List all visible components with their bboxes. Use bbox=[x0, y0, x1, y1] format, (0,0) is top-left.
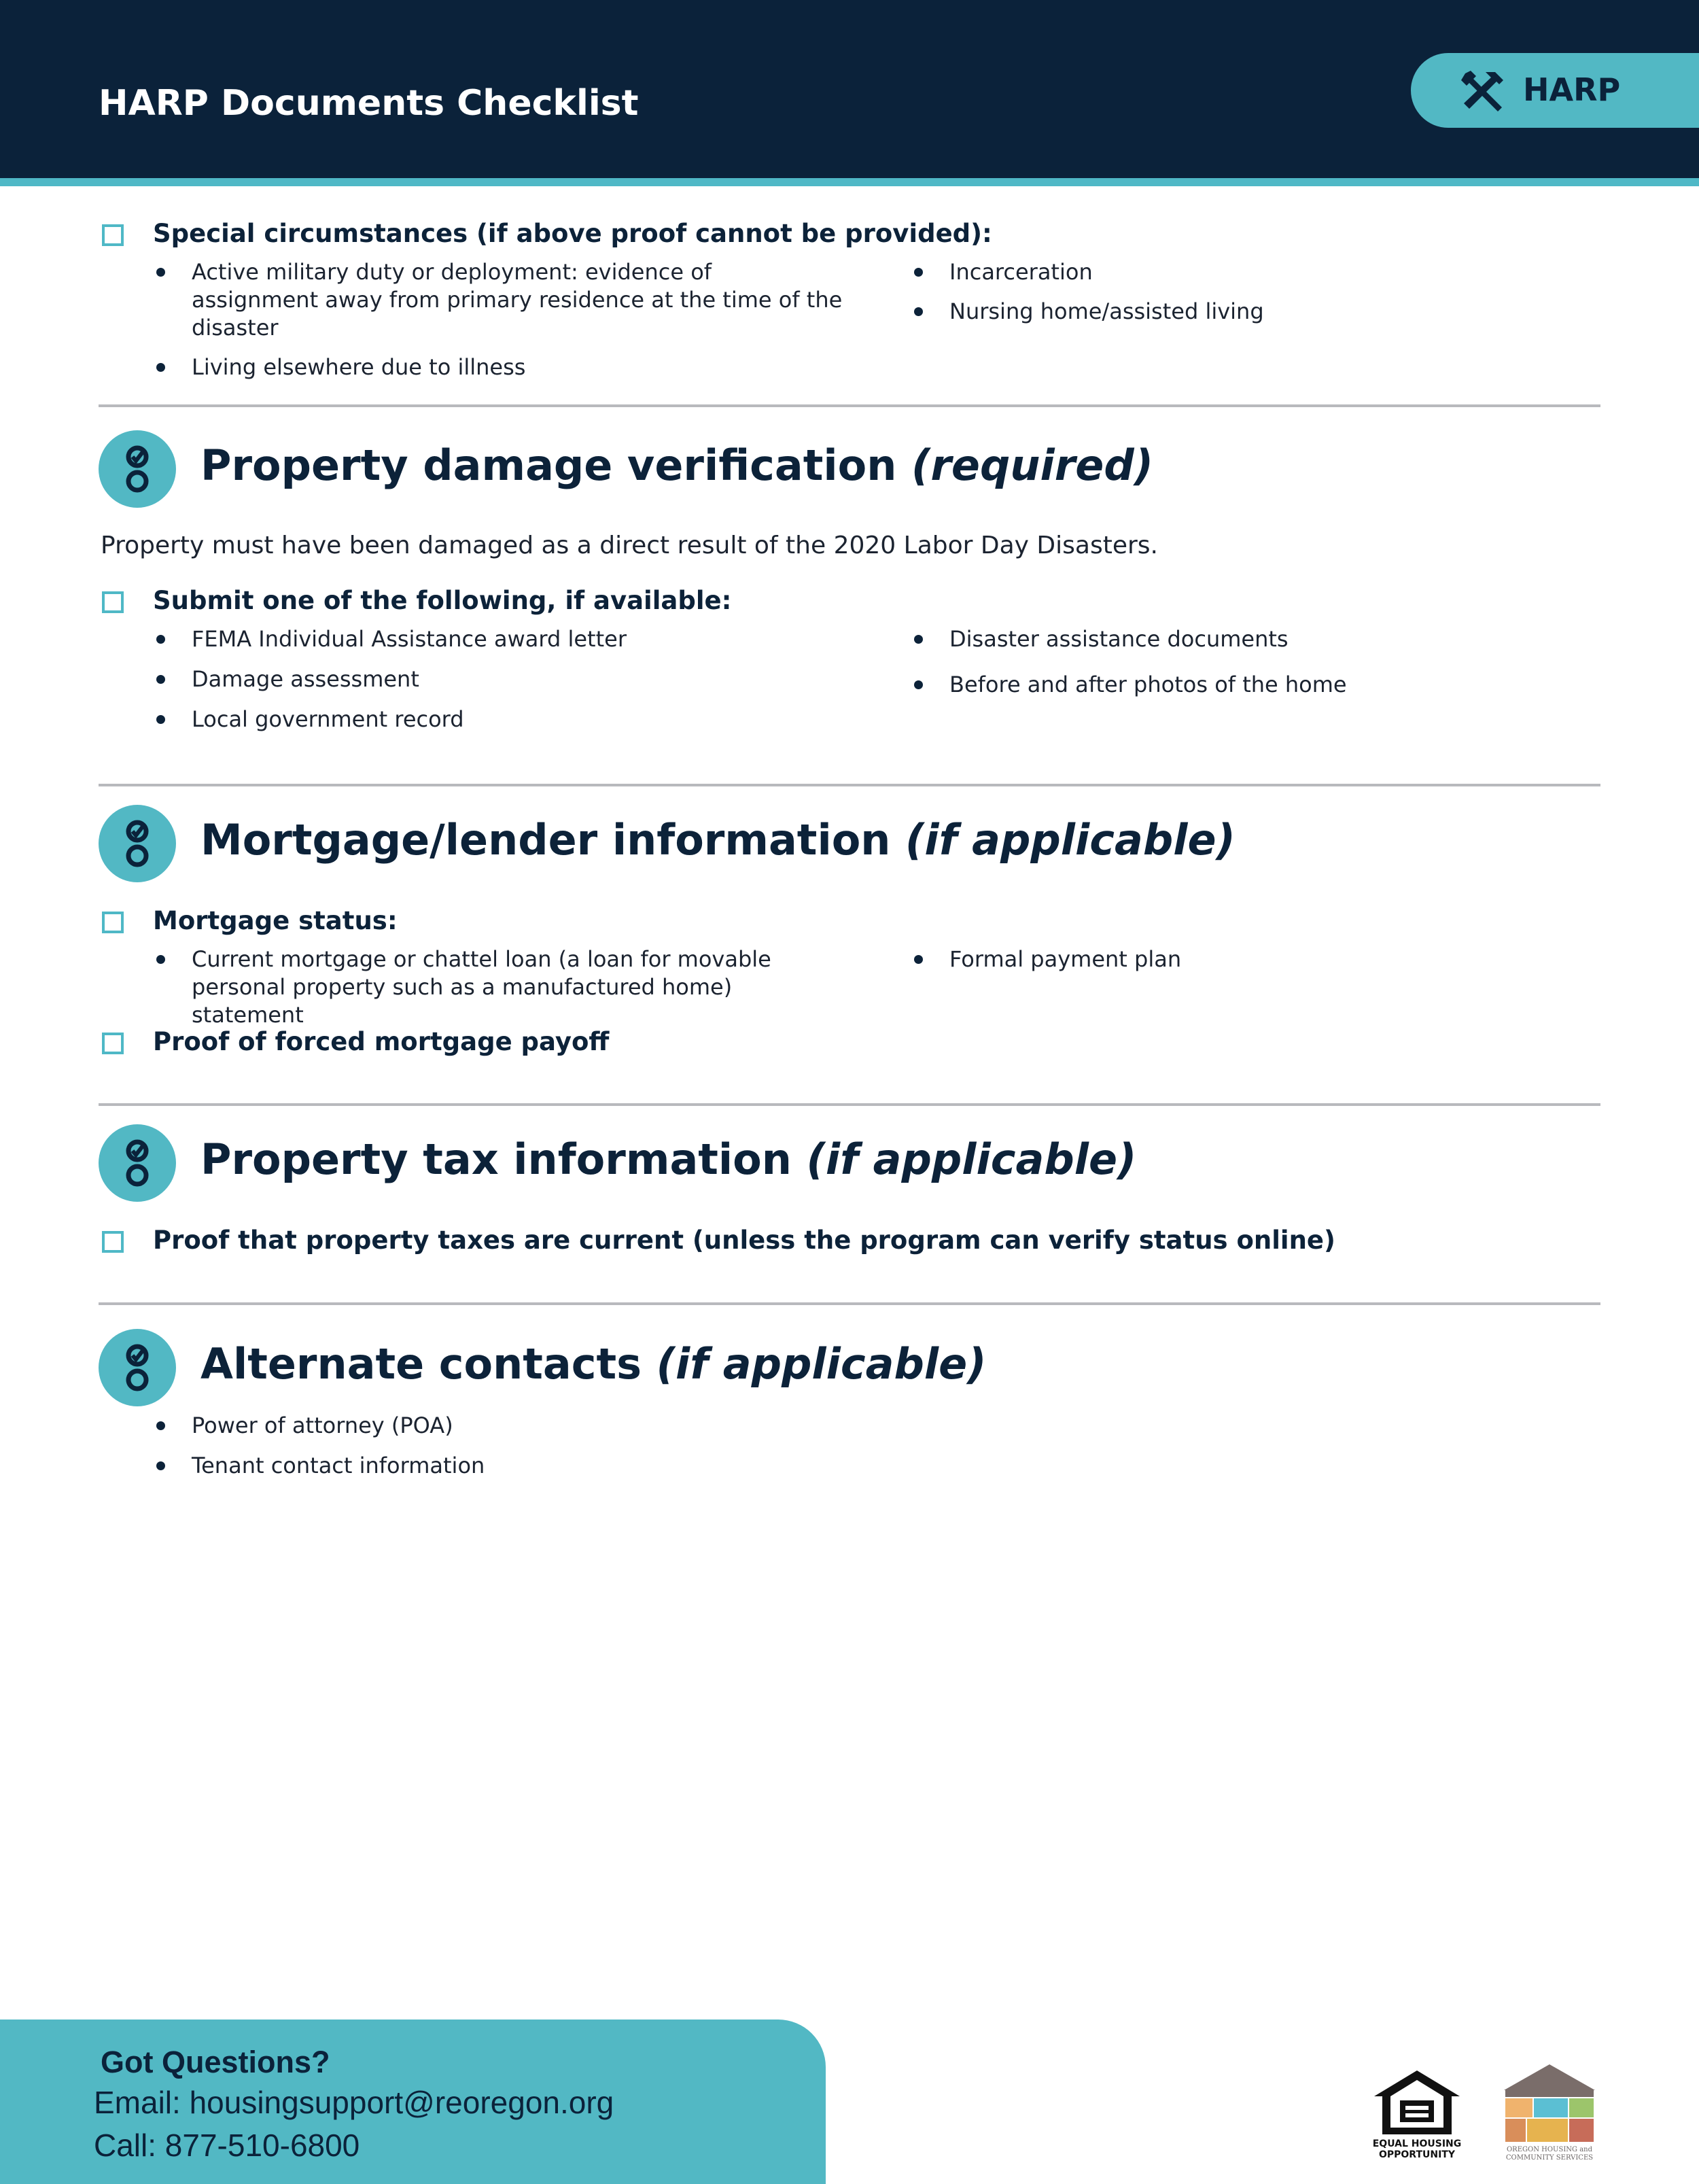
checkbox[interactable] bbox=[102, 1231, 124, 1253]
ohcs-logo bbox=[1499, 2063, 1600, 2162]
svg-text:OREGON HOUSING and: OREGON HOUSING and bbox=[1506, 2146, 1593, 2153]
bullet-list-left bbox=[156, 258, 843, 381]
checklist-label: Proof that property taxes are current (unless the program can verify status online) bbox=[153, 1226, 1335, 1255]
list-item: Current mortgage or chattel loan (a loan for movable personal property such as a manufactured home) statement bbox=[156, 946, 843, 1029]
list-item: Before and after photos of the home bbox=[914, 671, 1526, 699]
bullet-list-left bbox=[156, 625, 843, 733]
section-divider bbox=[99, 1302, 1600, 1305]
checklist-circle-icon bbox=[99, 805, 176, 882]
section-title: Property tax information (if applicable) bbox=[200, 1134, 1137, 1184]
bullet-list-left bbox=[156, 1412, 843, 1480]
footer-title: Got Questions? bbox=[101, 2045, 330, 2079]
list-item: Local government record bbox=[156, 706, 843, 733]
checkbox[interactable] bbox=[102, 1033, 124, 1054]
page-title: HARP Documents Checklist bbox=[99, 83, 639, 124]
bullet-list-right bbox=[914, 258, 1526, 326]
section-intro: Property must have been damaged as a direct result of the 2020 Labor Day Disasters. bbox=[101, 532, 1158, 559]
harp-badge bbox=[1411, 53, 1699, 128]
bullet-list-right bbox=[914, 946, 1526, 973]
checklist-circle-icon bbox=[99, 430, 176, 508]
list-item: Incarceration bbox=[914, 258, 1526, 286]
list-item: FEMA Individual Assistance award letter bbox=[156, 625, 843, 653]
checkbox[interactable] bbox=[102, 591, 124, 613]
checklist-circle-icon bbox=[99, 1124, 176, 1202]
section-title: Property damage verification (required) bbox=[200, 440, 1154, 490]
checklist-label: Mortgage status: bbox=[153, 906, 398, 935]
list-item: Active military duty or deployment: evidence of assignment away from primary residence at the time of the disaster bbox=[156, 258, 843, 342]
svg-text:EQUAL HOUSING: EQUAL HOUSING bbox=[1372, 2138, 1462, 2149]
checklist-label: Special circumstances (if above proof cannot be provided): bbox=[153, 219, 992, 248]
checklist-label: Submit one of the following, if available: bbox=[153, 586, 732, 615]
header-stripe bbox=[0, 178, 1699, 186]
checkbox[interactable] bbox=[102, 912, 124, 933]
list-item: Formal payment plan bbox=[914, 946, 1526, 973]
section-title: Mortgage/lender information (if applicable) bbox=[200, 815, 1236, 865]
harp-badge-label: HARP bbox=[1523, 71, 1621, 108]
section-divider bbox=[99, 784, 1600, 786]
list-item: Damage assessment bbox=[156, 665, 843, 693]
svg-text:COMMUNITY SERVICES: COMMUNITY SERVICES bbox=[1505, 2154, 1594, 2162]
page-header bbox=[0, 0, 1699, 178]
footer-phone[interactable]: Call: 877-510-6800 bbox=[94, 2128, 360, 2163]
checklist-circle-icon bbox=[99, 1329, 176, 1406]
list-item: Living elsewhere due to illness bbox=[156, 353, 843, 381]
section-title: Alternate contacts (if applicable) bbox=[200, 1339, 987, 1389]
list-item: Tenant contact information bbox=[156, 1452, 843, 1480]
checkbox[interactable] bbox=[102, 224, 124, 246]
section-divider bbox=[99, 1103, 1600, 1106]
equal-housing-logo bbox=[1371, 2066, 1462, 2162]
checklist-label: Proof of forced mortgage payoff bbox=[153, 1027, 610, 1056]
hammer-wrench-icon bbox=[1458, 69, 1509, 113]
list-item: Nursing home/assisted living bbox=[914, 298, 1526, 326]
svg-text:OPPORTUNITY: OPPORTUNITY bbox=[1378, 2149, 1456, 2160]
bullet-list-right bbox=[914, 625, 1526, 699]
list-item: Disaster assistance documents bbox=[914, 625, 1526, 653]
footer-email[interactable]: Email: housingsupport@reoregon.org bbox=[94, 2085, 614, 2120]
section-divider bbox=[99, 404, 1600, 407]
list-item: Power of attorney (POA) bbox=[156, 1412, 843, 1440]
bullet-list-left bbox=[156, 946, 843, 1029]
